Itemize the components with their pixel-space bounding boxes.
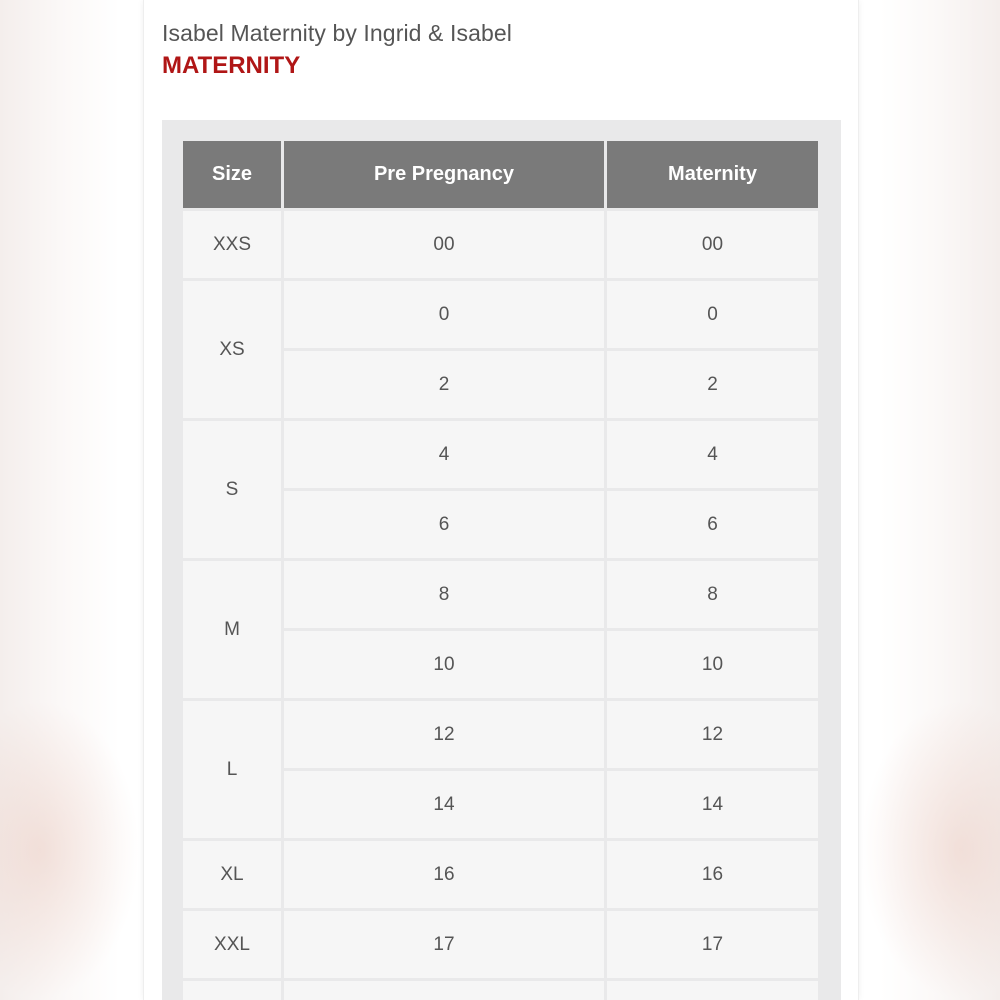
maternity-cell: 8	[607, 561, 818, 628]
pre-pregnancy-cell: 8	[284, 561, 604, 628]
maternity-cell: 2	[607, 351, 818, 418]
table-row	[183, 841, 818, 908]
maternity-cell: 00	[607, 211, 818, 278]
maternity-cell: 6	[607, 491, 818, 558]
maternity-cell: 0	[607, 281, 818, 348]
pre-pregnancy-cell-empty	[284, 981, 604, 1000]
header-maternity: Maternity	[607, 141, 818, 208]
size-chart-header-row	[183, 141, 818, 208]
table-row	[183, 561, 818, 628]
category-heading: MATERNITY	[162, 52, 301, 79]
pre-pregnancy-cell: 4	[284, 421, 604, 488]
header-pre-pregnancy: Pre Pregnancy	[284, 141, 604, 208]
maternity-cell: 12	[607, 701, 818, 768]
pre-pregnancy-cell: 14	[284, 771, 604, 838]
pre-pregnancy-cell: 10	[284, 631, 604, 698]
size-cell: XL	[183, 841, 281, 908]
pre-pregnancy-cell: 16	[284, 841, 604, 908]
maternity-cell: 17	[607, 911, 818, 978]
pre-pregnancy-cell: 6	[284, 491, 604, 558]
size-guide-card	[143, 0, 859, 1000]
maternity-cell: 4	[607, 421, 818, 488]
maternity-cell: 16	[607, 841, 818, 908]
pre-pregnancy-cell: 00	[284, 211, 604, 278]
size-cell: XS	[183, 281, 281, 418]
size-cell: XXL	[183, 911, 281, 978]
size-cell-empty	[183, 981, 281, 1000]
table-row	[183, 211, 818, 278]
maternity-cell-empty	[607, 981, 818, 1000]
size-cell: S	[183, 421, 281, 558]
size-cell: L	[183, 701, 281, 838]
brand-title: Isabel Maternity by Ingrid & Isabel	[162, 20, 512, 46]
table-row	[183, 281, 818, 348]
background-glow-right	[860, 700, 1000, 1000]
background-glow-left	[0, 700, 140, 1000]
size-cell: M	[183, 561, 281, 698]
size-cell: XXS	[183, 211, 281, 278]
table-row	[183, 911, 818, 978]
pre-pregnancy-cell: 0	[284, 281, 604, 348]
maternity-cell: 10	[607, 631, 818, 698]
size-chart-frame	[162, 120, 841, 1000]
pre-pregnancy-cell: 2	[284, 351, 604, 418]
table-row-partial	[183, 981, 818, 1000]
table-row	[183, 421, 818, 488]
pre-pregnancy-cell: 12	[284, 701, 604, 768]
size-chart-table	[180, 138, 821, 1000]
table-row	[183, 701, 818, 768]
maternity-cell: 14	[607, 771, 818, 838]
pre-pregnancy-cell: 17	[284, 911, 604, 978]
header-size: Size	[183, 141, 281, 208]
